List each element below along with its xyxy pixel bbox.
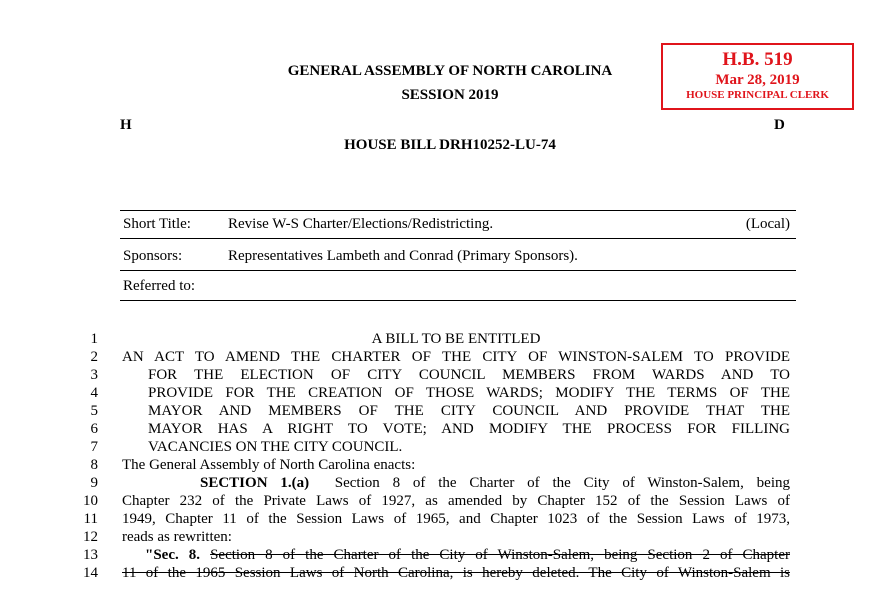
sec8-line <box>145 547 790 563</box>
section-label: SECTION 1.(a) <box>200 475 310 491</box>
bill-entitled-heading: A BILL TO BE ENTITLED <box>371 331 541 347</box>
body-line: 1949, Chapter 11 of the Session Laws of 1965, and Chapter 1023 of the Session Laws of 1973, <box>122 511 790 527</box>
line-number: 6 <box>90 421 98 437</box>
act-title-line: MAYOR HAS A RIGHT TO VOTE; AND MODIFY THE PROCESS FOR FILLING <box>148 421 790 437</box>
sponsors-label: Sponsors: <box>123 248 183 264</box>
bill-title: HOUSE BILL DRH10252-LU-74 <box>344 137 556 153</box>
stamp-bill-number: H.B. 519 <box>722 49 793 70</box>
clerk-stamp <box>661 43 854 110</box>
act-title-line: MAYOR AND MEMBERS OF THE CITY COUNCIL AND PROVIDE THAT THE <box>148 403 790 419</box>
line-number: 7 <box>90 439 98 455</box>
line-number: 10 <box>83 493 98 509</box>
short-title-label: Short Title: <box>123 216 191 232</box>
body-line: Chapter 232 of the Private Laws of 1927, as amended by Chapter 152 of the Session Laws of <box>122 493 790 509</box>
sponsors-value: Representatives Lambeth and Conrad (Primary Sponsors). <box>228 248 578 264</box>
act-title-line: AN ACT TO AMEND THE CHARTER OF THE CITY OF WINSTON-SALEM TO PROVIDE <box>122 349 790 365</box>
stamp-date: Mar 28, 2019 <box>715 72 800 88</box>
line-number: 1 <box>90 331 98 347</box>
enacting-clause: The General Assembly of North Carolina enacts: <box>122 457 416 473</box>
struck-text: Section 8 of the Charter of the City of Winston-Salem, being Section 2 of Chapter <box>210 547 790 563</box>
section-line <box>200 475 790 491</box>
referred-row <box>120 273 796 301</box>
stamp-clerk: HOUSE PRINCIPAL CLERK <box>686 89 829 101</box>
line-number: 12 <box>83 529 98 545</box>
act-title-line: FOR THE ELECTION OF CITY COUNCIL MEMBERS FROM WARDS AND TO <box>148 367 790 383</box>
line-number: 8 <box>90 457 98 473</box>
line-number: 9 <box>90 475 98 491</box>
line-number: 11 <box>83 511 98 527</box>
body-line: reads as rewritten: <box>122 529 232 545</box>
struck-text: 11 of the 1965 Session Laws of North Carolina, is hereby deleted. The City of Winston-Salem is <box>122 565 790 581</box>
version-mark: D <box>774 117 785 133</box>
line-number: 2 <box>90 349 98 365</box>
line-number: 14 <box>83 565 98 581</box>
act-title-line: PROVIDE FOR THE CREATION OF THOSE WARDS; MODIFY THE TERMS OF THE <box>148 385 790 401</box>
chamber-mark: H <box>120 117 132 133</box>
line-number: 13 <box>83 547 98 563</box>
line-number: 5 <box>90 403 98 419</box>
referred-label: Referred to: <box>123 278 196 294</box>
line-number: 4 <box>90 385 98 401</box>
short-title-type: (Local) <box>745 216 790 232</box>
section-text: Section 8 of the Charter of the City of Winston-Salem, being <box>334 475 790 491</box>
sec8-label: "Sec. 8. <box>145 547 201 563</box>
act-title-line: VACANCIES ON THE CITY COUNCIL. <box>148 439 403 455</box>
sponsors-row <box>120 243 796 271</box>
assembly-heading: GENERAL ASSEMBLY OF NORTH CAROLINA <box>287 63 613 79</box>
short-title-row <box>120 210 796 239</box>
line-number: 3 <box>90 367 98 383</box>
session-heading: SESSION 2019 <box>401 87 499 103</box>
short-title-value: Revise W-S Charter/Elections/Redistricting. <box>228 216 494 232</box>
